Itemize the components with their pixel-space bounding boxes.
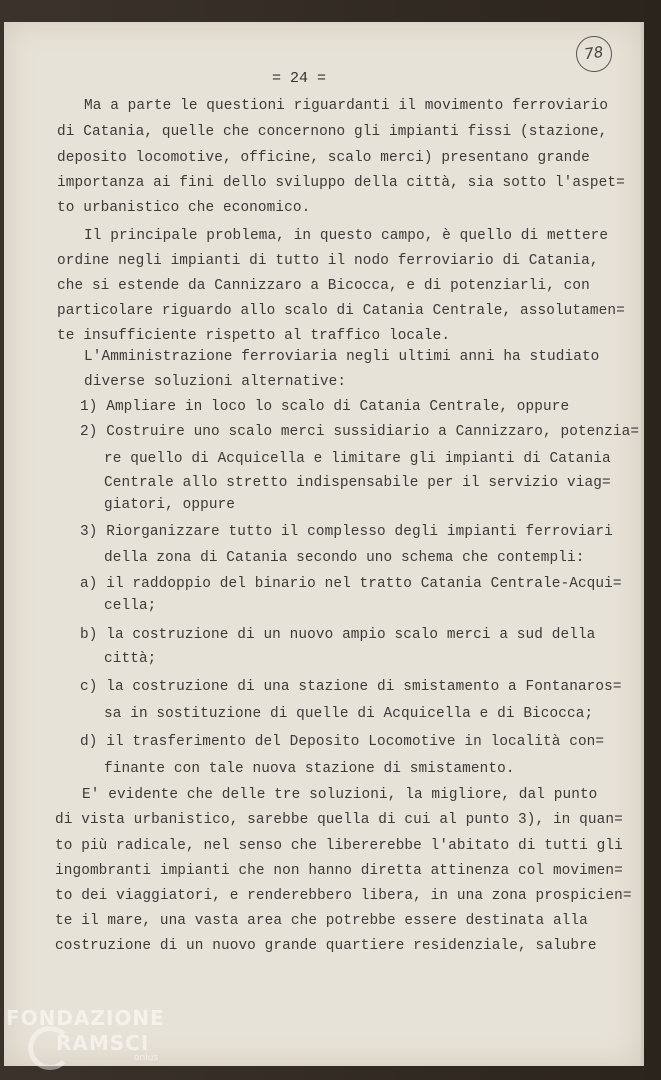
list-item: c) la costruzione di una stazione di smistamento a Fontanaros= bbox=[80, 679, 622, 695]
text-line: importanza ai fini dello sviluppo della città, sia sotto l'aspet= bbox=[57, 175, 625, 191]
list-item: b) la costruzione di un nuovo ampio scalo merci a sud della bbox=[80, 627, 596, 643]
text-line: di vista urbanistico, sarebbe quella di cui al punto 3), in quan= bbox=[55, 812, 623, 828]
text-line: deposito locomotive, officine, scalo merci) presentano grande bbox=[57, 150, 590, 166]
text-line: to più radicale, nel senso che libererebbe l'abitato di tutti gli bbox=[55, 838, 623, 854]
text-line: te insufficiente rispetto al traffico locale. bbox=[57, 328, 451, 344]
list-item: d) il trasferimento del Deposito Locomotive in località con= bbox=[80, 734, 605, 750]
text-line: della zona di Catania secondo uno schema che contempli: bbox=[104, 550, 585, 566]
list-item: a) il raddoppio del binario nel tratto Catania Centrale-Acqui= bbox=[80, 576, 622, 592]
watermark-line3: onlus bbox=[134, 1053, 159, 1063]
list-item: 3) Riorganizzare tutto il complesso degli impianti ferroviari bbox=[80, 524, 613, 540]
text-line: città; bbox=[104, 651, 157, 667]
text-line: Il principale problema, in questo campo, è quello di mettere bbox=[84, 228, 609, 244]
text-line: Ma a parte le questioni riguardanti il movimento ferroviario bbox=[84, 98, 609, 114]
page-number: = 24 = bbox=[272, 70, 327, 87]
text-line: cella; bbox=[104, 598, 157, 614]
text-line: E' evidente che delle tre soluzioni, la migliore, dal punto bbox=[82, 787, 598, 803]
text-line: Centrale allo stretto indispensabile per il servizio viag= bbox=[104, 475, 611, 491]
watermark-line1: FONDAZIONE bbox=[6, 1006, 165, 1030]
text-line: to dei viaggiatori, e renderebbero libera, in una zona prospicien= bbox=[55, 888, 632, 904]
text-line: ingombranti impianti che non hanno diretta attinenza col movimen= bbox=[55, 863, 623, 879]
text-line: diverse soluzioni alternative: bbox=[84, 374, 347, 390]
text-line: giatori, oppure bbox=[104, 497, 236, 513]
archive-stamp: 78 bbox=[574, 34, 615, 75]
text-line: finante con tale nuova stazione di smistamento. bbox=[104, 761, 515, 777]
text-line: te il mare, una vasta area che potrebbe essere destinata alla bbox=[55, 913, 588, 929]
text-line: particolare riguardo allo scalo di Catania Centrale, assolutamen= bbox=[57, 303, 625, 319]
text-line: re quello di Acquicella e limitare gli impianti di Catania bbox=[104, 451, 611, 467]
text-line: di Catania, quelle che concernono gli impianti fissi (stazione, bbox=[57, 124, 608, 140]
text-line: che si estende da Cannizzaro a Bicocca, e di potenziarli, con bbox=[57, 278, 590, 294]
text-line: L'Amministrazione ferroviaria negli ultimi anni ha studiato bbox=[84, 349, 600, 365]
text-line: to urbanistico che economico. bbox=[57, 200, 311, 216]
watermark-line2: RAMSCI bbox=[56, 1031, 150, 1055]
text-line: costruzione di un nuovo grande quartiere residenziale, salubre bbox=[55, 938, 597, 954]
list-item: 1) Ampliare in loco lo scalo di Catania Centrale, oppure bbox=[80, 399, 570, 415]
text-line: ordine negli impianti di tutto il nodo ferroviario di Catania, bbox=[57, 253, 599, 269]
list-item: 2) Costruire uno scalo merci sussidiario a Cannizzaro, potenzia= bbox=[80, 424, 640, 440]
text-line: sa in sostituzione di quelle di Acquicella e di Bicocca; bbox=[104, 706, 594, 722]
